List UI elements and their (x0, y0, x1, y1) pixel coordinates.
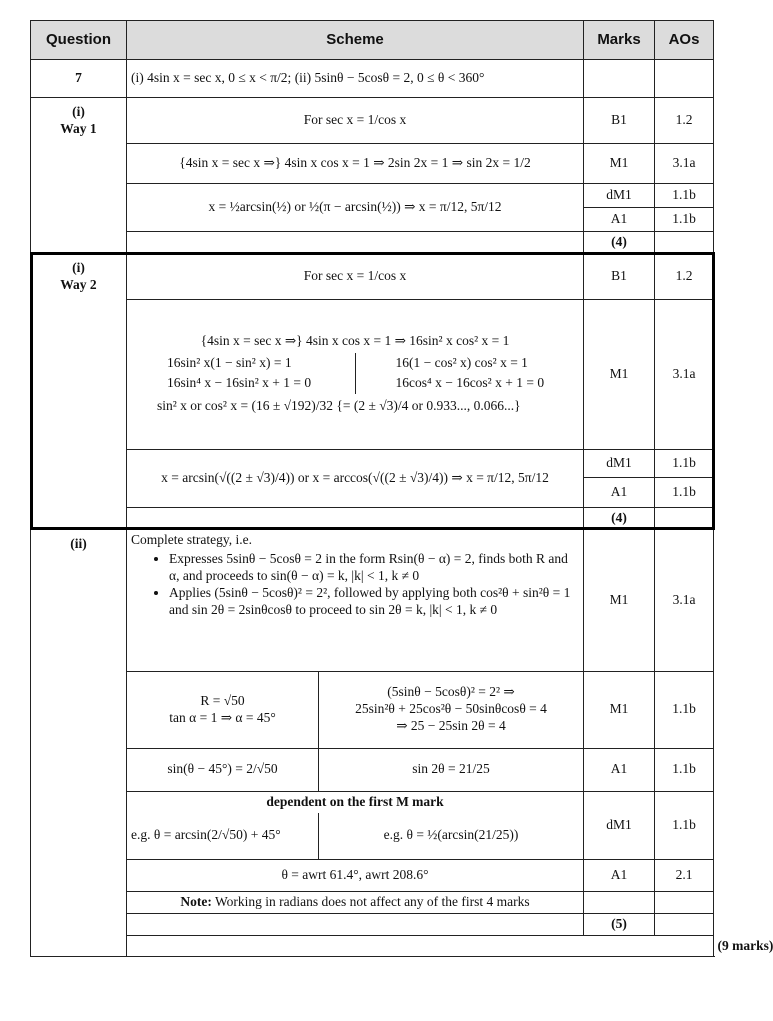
way2-right1: 16(1 − cos² x) cos² x = 1 (395, 354, 528, 370)
header-aos: AOs (655, 21, 714, 60)
part2-a1-ao: 1.1b (655, 748, 714, 791)
way2-scheme-2 (127, 299, 584, 449)
part2-total-row (31, 913, 714, 935)
strategy-title: Complete strategy, i.e. (131, 531, 252, 547)
way2-mark-4: A1 (584, 477, 655, 507)
way1-ao-1: 1.2 (655, 98, 714, 144)
dependency-note: dependent on the first M mark (266, 793, 444, 809)
part2-dm1-right: e.g. θ = ½(arcsin(21/25)) (383, 827, 519, 843)
way1-scheme-3: x = ½arcsin(½) or ½(π − arcsin(½)) ⇒ x = π/12, 5π/12 (127, 184, 584, 232)
part2-dm1-scheme (127, 791, 584, 859)
part2-note (127, 891, 584, 913)
part2-a1-right: sin 2θ = 21/25 (412, 761, 490, 777)
part2-dm1-left: e.g. θ = arcsin(2/√50) + 45° (127, 813, 319, 859)
way1-ao-3: 1.1b (655, 184, 714, 208)
way2-scheme-1: For sec x = 1/cos x (127, 253, 584, 299)
part2-m1-row (31, 671, 714, 748)
way1-mark-1: B1 (584, 98, 655, 144)
way2-label (31, 253, 127, 529)
part2-strategy-ao: 3.1a (655, 529, 714, 671)
way1-total-row (31, 232, 714, 254)
part2-a1-scheme (127, 748, 584, 791)
note-label: Note: (180, 893, 212, 909)
part2-a1-row (31, 748, 714, 791)
part2-label: (ii) (31, 529, 127, 957)
way2-part: (i) (72, 259, 85, 275)
way1-mark-3: dM1 (584, 184, 655, 208)
part2-a1-mark: A1 (584, 748, 655, 791)
part2-note-row (31, 891, 714, 913)
part2-dm1-mark: dM1 (584, 791, 655, 859)
expand-step: 25sin²θ + 25cos²θ − 50sinθcosθ = 4 (355, 701, 547, 717)
part2-a1-left: sin(θ − 45°) = 2/√50 (127, 749, 319, 791)
part2-final-row (31, 859, 714, 891)
header-row (31, 21, 714, 60)
way2-line1: {4sin x = sec x ⇒} 4sin x cos x = 1 ⇒ 16sin² x cos² x = 1 (200, 332, 510, 348)
way2-row-m1 (31, 299, 714, 449)
way1-mark-2: M1 (584, 144, 655, 184)
part2-m1-scheme (127, 671, 584, 748)
part2-final-answer: θ = awrt 61.4°, awrt 208.6° (127, 859, 584, 891)
way1-row-dm1 (31, 184, 714, 208)
part2-m1-left (127, 672, 319, 748)
way1-row-b1 (31, 98, 714, 144)
part2-total: (5) (584, 913, 655, 935)
part2-final-ao: 2.1 (655, 859, 714, 891)
way2-ao-2: 3.1a (655, 299, 714, 449)
part2-strategy-row (31, 529, 714, 671)
header-question: Question (31, 21, 127, 60)
way2-scheme-3: x = arcsin(√((2 ± √3)/4)) or x = arccos(√((2 ± √3)/4)) ⇒ x = π/12, 5π/12 (127, 449, 584, 507)
way2-left1: 16sin² x(1 − sin² x) = 1 (127, 353, 355, 374)
question-row (31, 60, 714, 98)
way2-line4: sin² x or cos² x = (16 ± √192)/32 {= (2 ± √3)/4 or 0.933..., 0.066...} (157, 398, 521, 414)
way2-total: (4) (584, 507, 655, 529)
strategy-bullet-1: • Expresses 5sinθ − 5cosθ = 2 in the form Rsin(θ − α) = 2, finds both R and α, and proceeds to sin(θ − α) = k, |k| < 1, k ≠ 0 (169, 551, 579, 585)
way1-scheme-1: For sec x = 1/cos x (127, 98, 584, 144)
question-number: 7 (31, 60, 127, 98)
way2-ao-1: 1.2 (655, 253, 714, 299)
way2-mark-2: M1 (584, 299, 655, 449)
way1-part: (i) (72, 104, 85, 119)
part2-final-mark: A1 (584, 859, 655, 891)
way2-ao-3: 1.1b (655, 449, 714, 477)
way2-total-row (31, 507, 714, 529)
grand-total-row: (9 marks) (31, 935, 714, 957)
way2-row-dm1 (31, 449, 714, 477)
part2-m1-mark: M1 (584, 671, 655, 748)
part2-dm1-row (31, 791, 714, 859)
strategy-list (131, 551, 579, 620)
way2-right2: 16cos⁴ x − 16cos² x + 1 = 0 (395, 375, 545, 391)
way2-mark-1: B1 (584, 253, 655, 299)
way1-ao-4: 1.1b (655, 208, 714, 232)
way1-total: (4) (584, 232, 655, 254)
way1-scheme-2: {4sin x = sec x ⇒} 4sin x cos x = 1 ⇒ 2sin 2x = 1 ⇒ sin 2x = 1/2 (127, 144, 584, 184)
way2-ao-4: 1.1b (655, 477, 714, 507)
simplify-step: ⇒ 25 − 25sin 2θ = 4 (396, 718, 506, 734)
r-value: R = √50 (200, 692, 245, 708)
mark-scheme-page (30, 20, 773, 957)
part2-strategy-mark: M1 (584, 529, 655, 671)
way2-left2: 16sin⁴ x − 16sin² x + 1 = 0 (127, 373, 355, 394)
way2-method: Way 2 (60, 276, 97, 292)
way1-row-m1 (31, 144, 714, 184)
part2-strategy (127, 529, 584, 671)
note-text: Working in radians does not affect any of the first 4 marks (214, 893, 530, 909)
part2-m1-right (319, 672, 583, 748)
way1-method: Way 1 (60, 120, 97, 136)
way2-split (127, 353, 583, 395)
way1-ao-2: 3.1a (655, 144, 714, 184)
header-scheme: Scheme (127, 21, 584, 60)
part2-m1-ao: 1.1b (655, 671, 714, 748)
strategy-bullet-2: • Applies (5sinθ − 5cosθ)² = 2², followed by applying both cos²θ + sin²θ = 1 and sin 2θ = 2sinθcosθ to proceed to sin 2θ = k, |k| < 1, k ≠ 0 (169, 585, 579, 619)
way1-mark-4: A1 (584, 208, 655, 232)
way2-row-b1 (31, 253, 714, 299)
way2-mark-3: dM1 (584, 449, 655, 477)
question-statement: (i) 4sin x = sec x, 0 ≤ x < π/2; (ii) 5sinθ − 5cosθ = 2, 0 ≤ θ < 360° (127, 60, 584, 98)
way1-label (31, 98, 127, 254)
mark-scheme-table (30, 20, 773, 957)
part2-dm1-ao: 1.1b (655, 791, 714, 859)
alpha-value: tan α = 1 ⇒ α = 45° (169, 709, 276, 725)
header-marks: Marks (584, 21, 655, 60)
square-step: (5sinθ − 5cosθ)² = 2² ⇒ (387, 684, 515, 700)
